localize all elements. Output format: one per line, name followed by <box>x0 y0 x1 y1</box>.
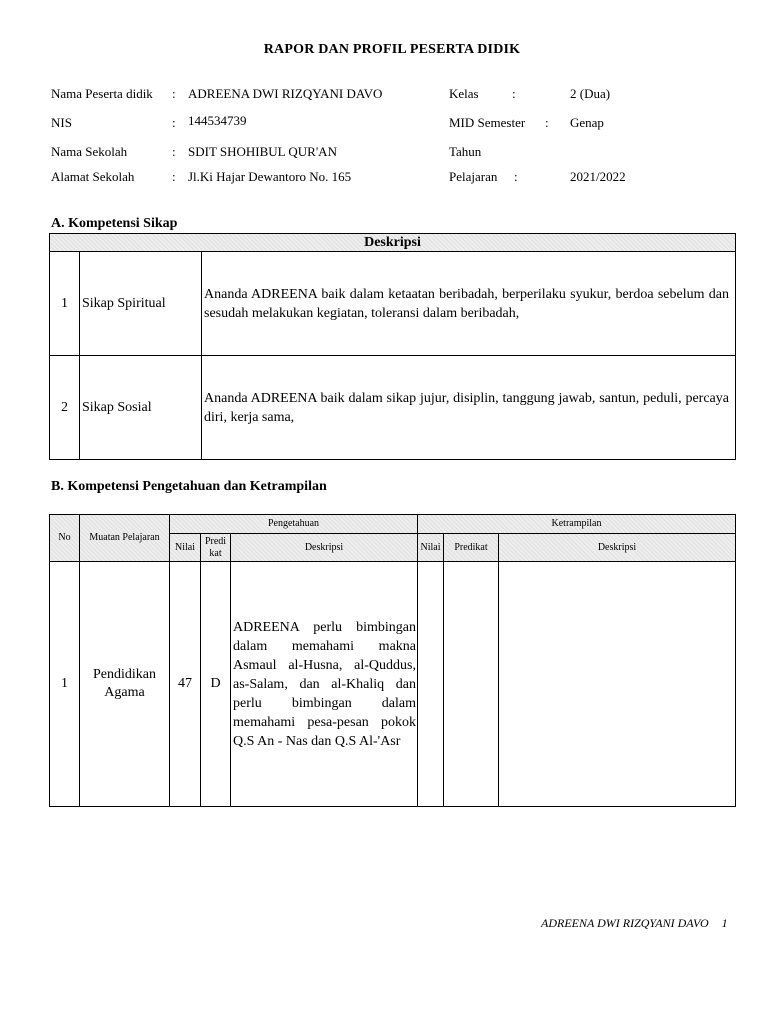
semester-label: MID Semester <box>449 115 526 130</box>
pengetahuan-header: Pengetahuan <box>170 515 418 534</box>
tahun-value: 2021/2022 <box>570 169 626 184</box>
nilai-header: Nilai <box>170 534 201 562</box>
muatan-header: Muatan Pelajaran <box>80 515 170 562</box>
nilai-header: Nilai <box>418 534 444 562</box>
sikap-table <box>49 233 736 460</box>
aspek-label: Sikap Sosial <box>80 356 202 460</box>
pengetahuan-description: ADREENA perlu bimbingan dalam memahami makna Asmaul al-Husna, al-Quddus, as-Salam, dan al-Khaliq dan perlu bimbingan dalam memahami pesa-pesan pokok Q.S An - Nas dan Q.S Al-'Asr <box>231 562 418 807</box>
sikap-description: Ananda ADREENA baik dalam ketaatan beribadah, berperilaku syukur, berdoa sebelum dan sesudah melakukan kegiatan, toleransi dalam beribadah, <box>202 252 736 356</box>
predikat-value: D <box>201 562 231 807</box>
colon: : <box>514 169 518 184</box>
colon: : <box>172 144 176 159</box>
aspek-label: Sikap Spiritual <box>80 252 202 356</box>
table-row <box>50 356 736 460</box>
page-number: 1 <box>721 916 728 930</box>
report-title: RAPOR DAN PROFIL PESERTA DIDIK <box>263 42 521 57</box>
nis-label: NIS <box>51 115 72 130</box>
alamat-value: Jl.Ki Hajar Dewantoro No. 165 <box>188 169 352 184</box>
sekolah-label: Nama Sekolah <box>51 144 128 159</box>
muatan-pelajaran: Pendidikan Agama <box>80 562 170 807</box>
row-number: 1 <box>50 562 80 807</box>
no-header: No <box>50 515 80 562</box>
ketrampilan-description <box>499 562 736 807</box>
nis-value: 144534739 <box>188 113 247 128</box>
deskripsi-header: Deskripsi <box>499 534 736 562</box>
nama-label: Nama Peserta didik <box>51 86 153 101</box>
pengetahuan-ketrampilan-table <box>49 514 736 807</box>
colon: : <box>172 169 176 184</box>
row-number: 1 <box>50 252 80 356</box>
semester-value: Genap <box>570 115 604 130</box>
predikat-header: Predikat <box>444 534 499 562</box>
nilai-value: 47 <box>170 562 201 807</box>
colon: : <box>512 86 516 101</box>
predikat-header: Predi kat <box>201 534 231 562</box>
ketrampilan-nilai <box>418 562 444 807</box>
section-a-title: A. Kompetensi Sikap <box>51 216 178 231</box>
sekolah-value: SDIT SHOHIBUL QUR'AN <box>188 144 337 159</box>
colon: : <box>172 86 176 101</box>
deskripsi-header: Deskripsi <box>231 534 418 562</box>
table-row <box>50 252 736 356</box>
page-footer <box>541 916 728 931</box>
footer-student-name: ADREENA DWI RIZQYANI DAVO <box>541 916 709 930</box>
kelas-label: Kelas <box>449 86 479 101</box>
section-b-title: B. Kompetensi Pengetahuan dan Ketrampilan <box>51 479 327 494</box>
colon: : <box>172 115 176 130</box>
ketrampilan-header: Ketrampilan <box>418 515 736 534</box>
row-number: 2 <box>50 356 80 460</box>
ketrampilan-predikat <box>444 562 499 807</box>
deskripsi-header: Deskripsi <box>50 234 736 252</box>
pelajaran-label: Pelajaran <box>449 169 498 184</box>
alamat-label: Alamat Sekolah <box>51 169 135 184</box>
nama-value: ADREENA DWI RIZQYANI DAVO <box>188 86 383 101</box>
tahun-label: Tahun <box>449 144 482 159</box>
sikap-description: Ananda ADREENA baik dalam sikap jujur, disiplin, tanggung jawab, santun, peduli, percaya diri, kerja sama, <box>202 356 736 460</box>
table-row <box>50 562 736 807</box>
kelas-value: 2 (Dua) <box>570 86 611 101</box>
colon: : <box>545 115 549 130</box>
